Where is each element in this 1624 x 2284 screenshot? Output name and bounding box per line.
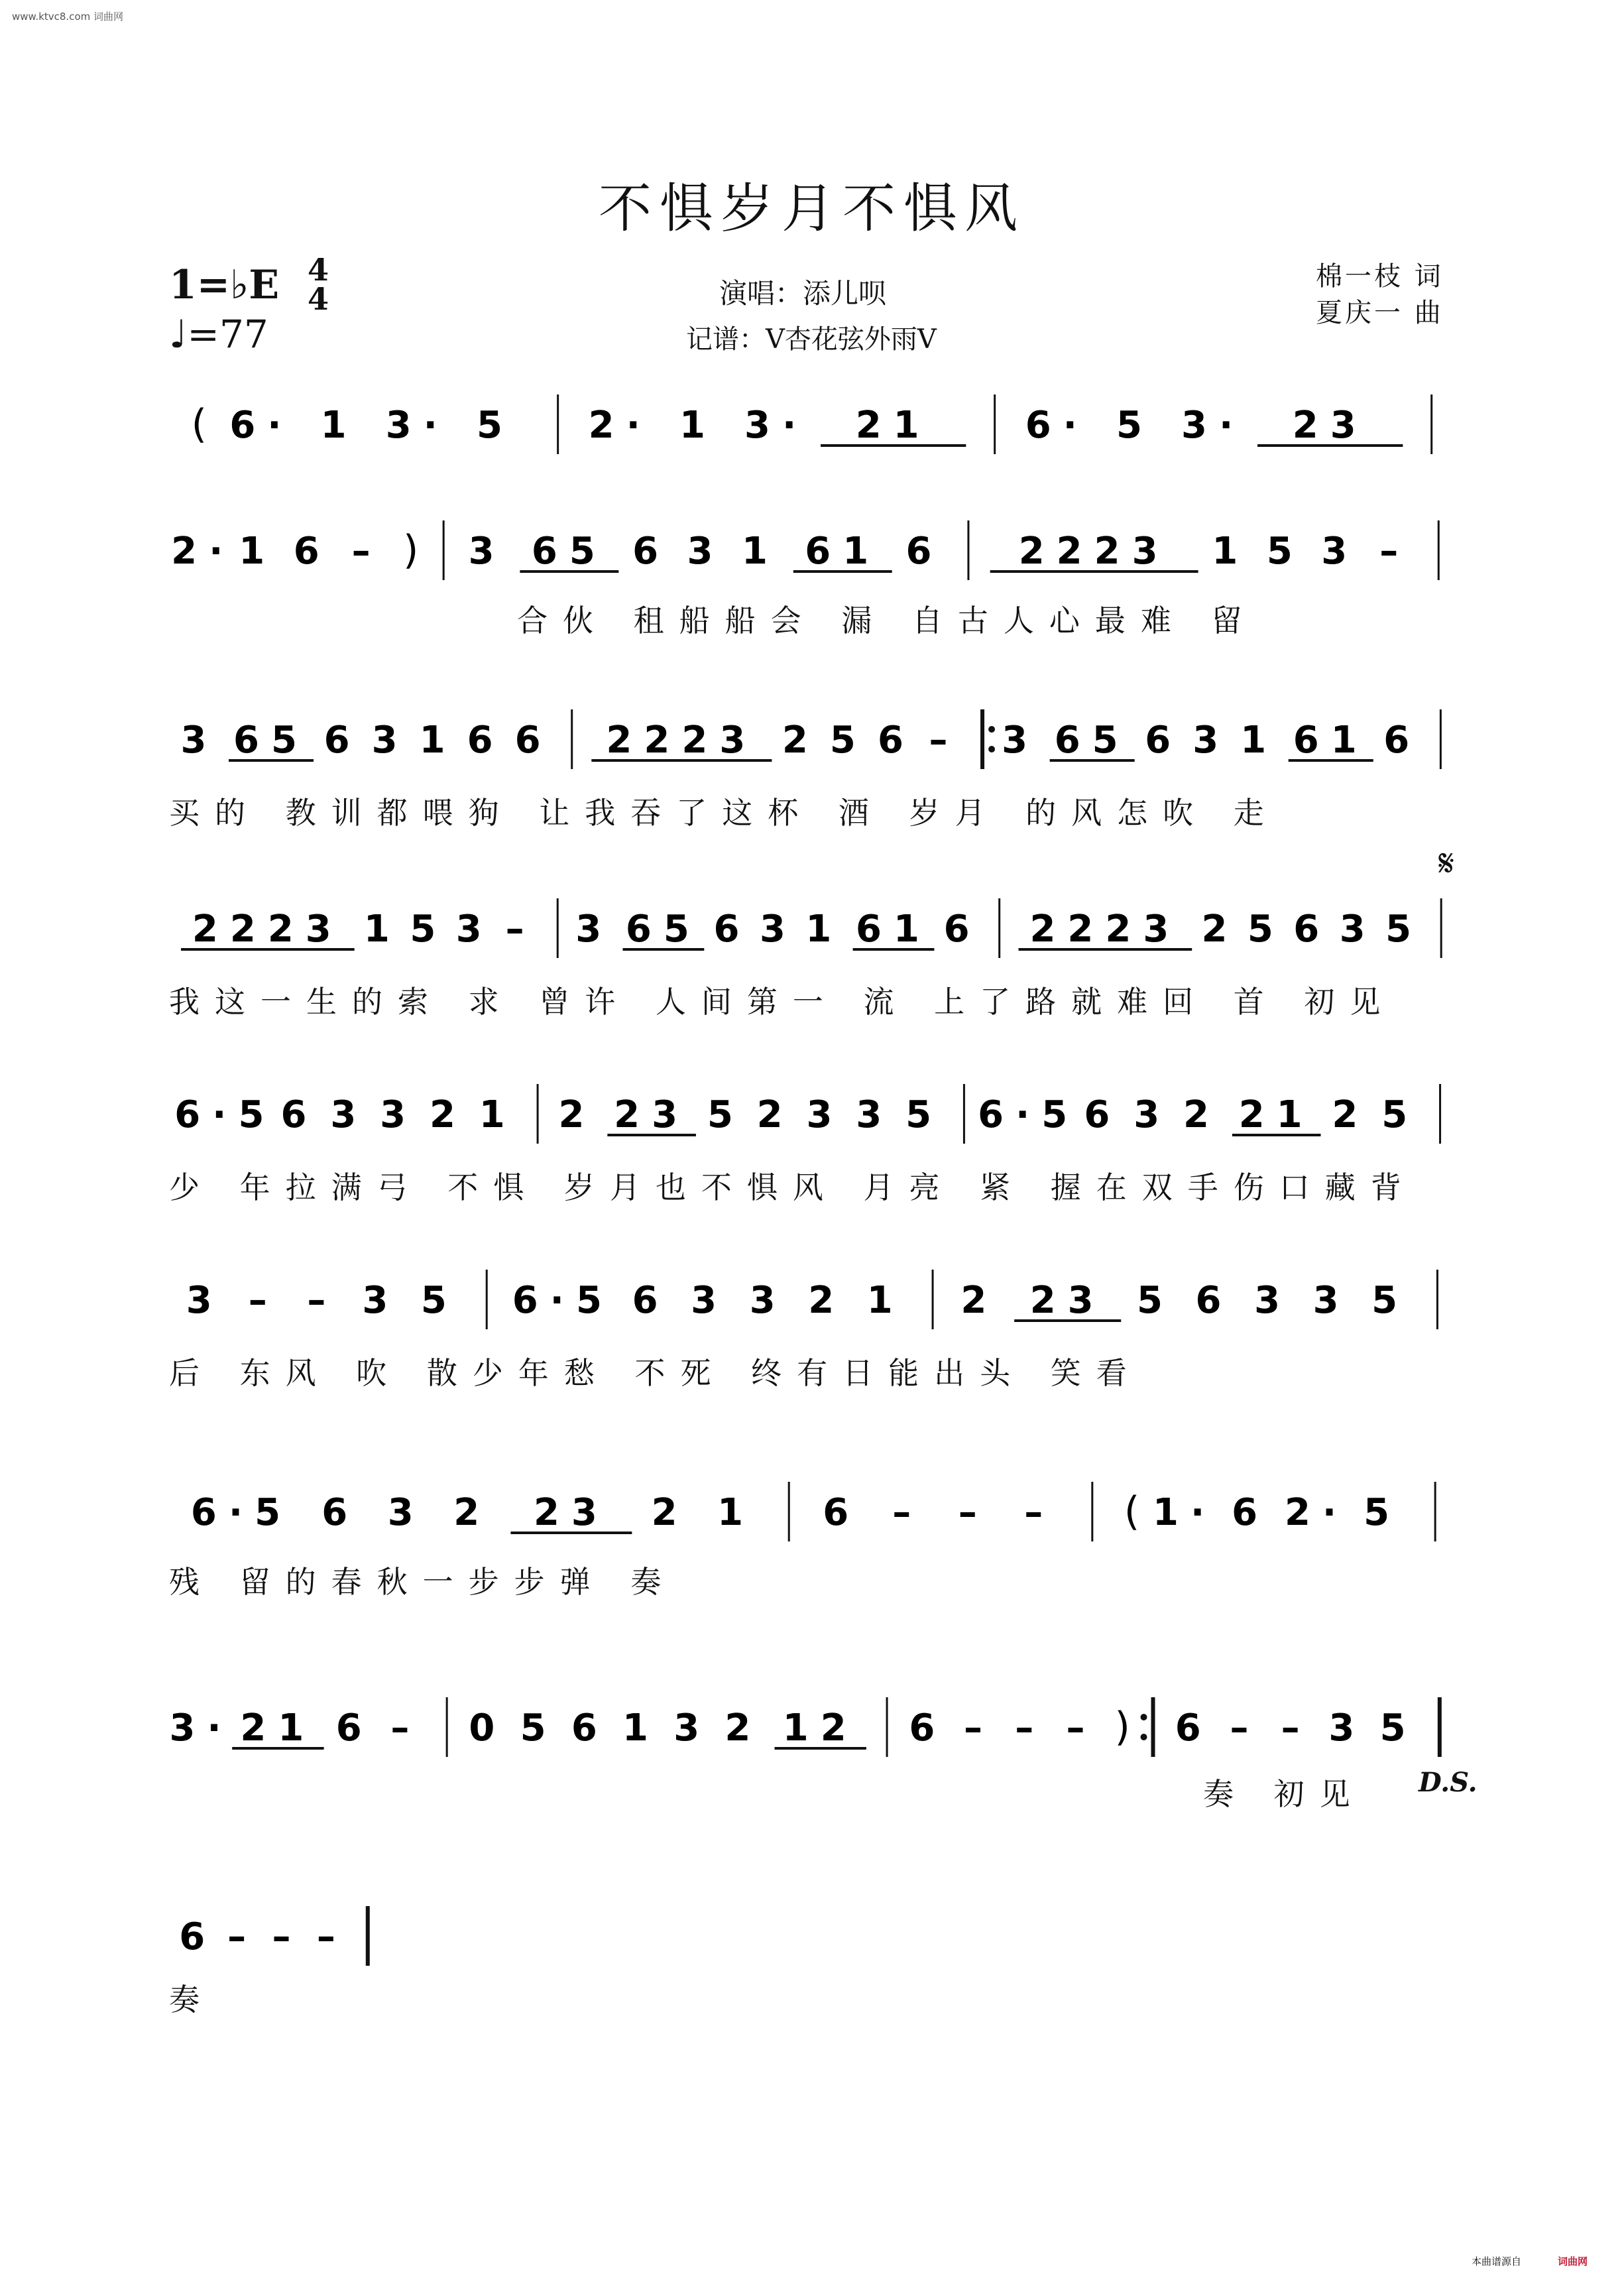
note-group: 2223 — [192, 908, 343, 951]
note-group: 6 — [467, 719, 505, 762]
note-group: 3 — [749, 1279, 787, 1322]
da-segno-mark: D.S. — [1419, 1767, 1478, 1798]
note-group: 5 — [1266, 530, 1305, 573]
bracket: ) — [1114, 1704, 1130, 1750]
note-group: 6 — [632, 530, 671, 573]
row-2-lyrics: 合伙 租船船会 漏 自古人心最难 留 — [517, 603, 1257, 638]
note-group: 6·5 — [512, 1279, 614, 1322]
note-group: 3· — [744, 404, 809, 447]
note-group: 3 — [330, 1093, 369, 1136]
note-group: 6 — [293, 530, 331, 573]
note-group: 3· — [385, 404, 449, 447]
row-1-staff — [169, 385, 1462, 464]
note-group: 6 — [1084, 1093, 1122, 1136]
site-watermark: www.ktvc8.com 词曲网 — [12, 11, 124, 23]
note-group: 5 — [1116, 404, 1154, 447]
note-group: 2 — [429, 1093, 467, 1136]
note-group: 23 — [614, 1093, 690, 1136]
note-group: – — [227, 1915, 259, 1958]
note-group: 3 — [380, 1093, 418, 1136]
note-group: 1 — [742, 530, 780, 573]
note-group: 2· — [588, 404, 652, 447]
score-row-9 — [169, 1896, 1462, 1976]
note-group: 21 — [240, 1707, 316, 1750]
row-4-staff — [169, 888, 1462, 968]
note-group: – — [892, 1491, 923, 1534]
row-3-staff — [169, 699, 1462, 779]
lyricist-credit: 棉一枝 词 — [1316, 261, 1444, 292]
note-group: 3 — [468, 530, 506, 573]
score-row-8 — [169, 1687, 1462, 1767]
note-group: 6 — [1293, 908, 1332, 951]
note-group: 6 — [179, 1915, 217, 1958]
note-group: – — [1379, 530, 1411, 573]
note-group: 6 — [1145, 719, 1183, 762]
note-group: 2 — [651, 1491, 689, 1534]
note-group: 5 — [1363, 1491, 1402, 1534]
repeat-dot — [988, 726, 995, 733]
note-group: 5 — [829, 719, 868, 762]
note-group: 2 — [960, 1279, 999, 1322]
score-row-3 — [169, 699, 1462, 779]
note-group: 3 — [1002, 719, 1040, 762]
row-3-lyrics: 买的 教训都喂狗 让我吞了这杯 酒 岁月 的风怎吹 走 — [169, 795, 1279, 831]
note-group: 6·5 — [190, 1491, 293, 1534]
note-group: – — [929, 719, 960, 762]
note-group: 1 — [320, 404, 359, 447]
note-group: – — [1281, 1707, 1312, 1750]
note-group: 6 — [321, 1491, 360, 1534]
note-group: 6 — [1232, 1491, 1270, 1534]
note-group: 3 — [387, 1491, 426, 1534]
time-signature — [302, 252, 335, 317]
right-border-watermark — [1612, 0, 1624, 2284]
note-group: 6 — [877, 719, 915, 762]
song-title: 不惧岁月不惧风 — [599, 178, 1025, 239]
note-group: 5 — [1385, 908, 1424, 951]
note-group: 5 — [1137, 1279, 1175, 1322]
note-group: 2· — [1284, 1491, 1349, 1534]
row-2-staff — [169, 511, 1462, 590]
note-group: 2223 — [1029, 908, 1181, 951]
note-group: 3 — [455, 908, 494, 951]
note-group: 2223 — [1018, 530, 1170, 573]
note-group: 5 — [707, 1093, 745, 1136]
note-group: 3 — [1192, 719, 1231, 762]
row-7-staff — [169, 1472, 1462, 1551]
note-group: 5 — [1371, 1279, 1410, 1322]
score-row-2 — [169, 511, 1462, 590]
note-group: 2 — [1332, 1093, 1370, 1136]
note-group: 6 — [514, 719, 553, 762]
note-group: 2 — [453, 1491, 492, 1534]
bracket: ) — [402, 527, 419, 573]
note-group: 3 — [1312, 1279, 1351, 1322]
note-group: 3 — [691, 1279, 729, 1322]
note-group: 2 — [558, 1093, 597, 1136]
note-group: 65 — [531, 530, 607, 573]
note-group: 6 — [905, 530, 944, 573]
note-group: 3 — [1133, 1093, 1172, 1136]
note-group: 3 — [575, 908, 614, 951]
score-row-4 — [169, 888, 1462, 968]
note-group: 61 — [856, 908, 931, 951]
note-group: 6· — [229, 404, 294, 447]
note-group: 3 — [1339, 908, 1377, 951]
note-group: – — [1066, 1707, 1097, 1750]
note-group: 3 — [806, 1093, 844, 1136]
note-group: 5 — [1247, 908, 1285, 951]
row-8-staff — [169, 1687, 1462, 1767]
tempo-mark: ♩=77 — [169, 312, 268, 357]
note-group: – — [1015, 1707, 1046, 1750]
row-5-staff — [169, 1074, 1462, 1154]
row-6-lyrics: 后 东风 吹 散少年愁 不死 终有日能出头 笑看 — [169, 1355, 1142, 1391]
note-group: 6 — [571, 1707, 609, 1750]
note-group: 2· — [171, 530, 235, 573]
note-group: 6· — [1025, 404, 1089, 447]
footer-source: 本曲谱源自 — [1472, 2255, 1522, 2267]
note-group: 5 — [477, 404, 514, 447]
note-group: 3 — [687, 530, 725, 573]
footer-site-logo: 词曲网 — [1558, 2255, 1588, 2267]
note-group: 2 — [725, 1707, 763, 1750]
note-group: 3 — [362, 1279, 400, 1322]
note-group: 3 — [673, 1707, 712, 1750]
note-group: 3 — [759, 908, 797, 951]
note-group: 1 — [622, 1707, 661, 1750]
repeat-dot — [1141, 1734, 1147, 1740]
note-group: 6 — [713, 908, 752, 951]
time-signature-top: 4 — [307, 252, 329, 288]
note-group: 1 — [363, 908, 402, 951]
note-group: 2 — [1183, 1093, 1221, 1136]
note-group: – — [307, 1279, 338, 1322]
row-5-lyrics: 少 年拉满弓 不惧 岁月也不惧风 月亮 紧 握在双手伤口藏背 — [169, 1170, 1417, 1205]
note-group: – — [390, 1707, 422, 1750]
repeat-dot — [988, 746, 995, 752]
note-group: 3 — [1321, 530, 1360, 573]
note-group: 6 — [1383, 719, 1422, 762]
note-group: 65 — [233, 719, 309, 762]
note-group: 6 — [1195, 1279, 1234, 1322]
note-group: 65 — [1054, 719, 1130, 762]
bracket: ( — [1124, 1488, 1140, 1535]
note-group: 6 — [335, 1707, 374, 1750]
note-group: 6 — [632, 1279, 670, 1322]
row-4-lyrics: 我这一生的索 求 曾许 人间第一 流 上了路就难回 首 初见 — [169, 984, 1396, 1020]
note-group: 61 — [805, 530, 881, 573]
note-group: 3· — [1181, 404, 1246, 447]
bracket: ( — [191, 401, 207, 448]
note-group: – — [1230, 1707, 1261, 1750]
note-group: 3 — [1254, 1279, 1293, 1322]
note-group: 1 — [866, 1279, 905, 1322]
note-group: 6·5 — [978, 1093, 1080, 1136]
note-group: 23 — [533, 1491, 609, 1534]
note-group: 5 — [1381, 1093, 1420, 1136]
note-group: 1· — [1152, 1491, 1217, 1534]
note-group: 1 — [239, 530, 277, 573]
note-group: 2 — [808, 1279, 846, 1322]
time-signature-bottom: 4 — [307, 281, 329, 317]
note-group: 1 — [717, 1491, 756, 1534]
note-group: – — [316, 1915, 347, 1958]
note-group: – — [505, 908, 536, 951]
note-group: 3 — [371, 719, 410, 762]
note-group: 5 — [420, 1279, 459, 1322]
row-8-lyrics: 奏 初见 — [1203, 1776, 1365, 1812]
note-group: 12 — [782, 1707, 858, 1750]
note-group: 2 — [1201, 908, 1240, 951]
note-group: 5 — [905, 1093, 944, 1136]
note-group: 3 — [186, 1279, 224, 1322]
row-6-staff — [169, 1260, 1462, 1339]
row-9-staff — [169, 1896, 1462, 1976]
composer-credit: 夏庆一 曲 — [1316, 298, 1444, 328]
note-group: 6 — [323, 719, 362, 762]
note-group: 1 — [419, 719, 457, 762]
note-group: 23 — [1292, 404, 1368, 447]
note-group: – — [272, 1915, 303, 1958]
note-group: 3 — [856, 1093, 894, 1136]
note-group: 21 — [1238, 1093, 1314, 1136]
note-group: 65 — [625, 908, 701, 951]
note-group: – — [958, 1491, 989, 1534]
key-signature: 1=♭E — [169, 262, 280, 308]
note-group: 5 — [410, 908, 448, 951]
note-group: 6·5 — [174, 1093, 276, 1136]
left-border-watermark — [0, 0, 12, 2284]
note-group: – — [1024, 1491, 1055, 1534]
note-group: 3 — [180, 719, 219, 762]
note-group: 1 — [479, 1093, 517, 1136]
score-row-1 — [169, 385, 1462, 464]
note-group: – — [964, 1707, 995, 1750]
score-row-7 — [169, 1472, 1462, 1551]
note-group: 6 — [823, 1491, 861, 1534]
note-group: 21 — [855, 404, 931, 447]
note-group: 6 — [909, 1707, 947, 1750]
row-7-lyrics: 残 留的春秋一步步弹 奏 — [169, 1564, 677, 1600]
note-group: 1 — [1240, 719, 1279, 762]
score-row-6 — [169, 1260, 1462, 1339]
row-9-lyrics: 奏 — [169, 1982, 215, 2017]
note-group: 1 — [1212, 530, 1250, 573]
note-group: 0 — [469, 1707, 507, 1750]
note-group: 6 — [280, 1093, 319, 1136]
note-group: 3· — [169, 1707, 233, 1750]
note-group: 6 — [943, 908, 982, 951]
note-group: 5 — [1379, 1707, 1418, 1750]
repeat-dot — [1141, 1714, 1147, 1720]
transcriber-credit: 记谱：V杏花弦外雨V — [686, 324, 937, 355]
note-group: 5 — [520, 1707, 558, 1750]
singer-credit: 演唱：添儿呗 — [719, 277, 887, 310]
note-group: 3 — [1328, 1707, 1367, 1750]
note-group: 1 — [679, 404, 717, 447]
note-group: 61 — [1293, 719, 1369, 762]
note-group: 2223 — [606, 719, 758, 762]
note-group: 6 — [1175, 1707, 1213, 1750]
note-group: 23 — [1029, 1279, 1106, 1322]
note-group: 2 — [782, 719, 820, 762]
note-group: – — [351, 530, 382, 573]
note-group: – — [248, 1279, 279, 1322]
segno-mark: 𝄋 — [1438, 842, 1455, 885]
score-row-5 — [169, 1074, 1462, 1154]
note-group: 2 — [756, 1093, 795, 1136]
note-group: 1 — [805, 908, 844, 951]
